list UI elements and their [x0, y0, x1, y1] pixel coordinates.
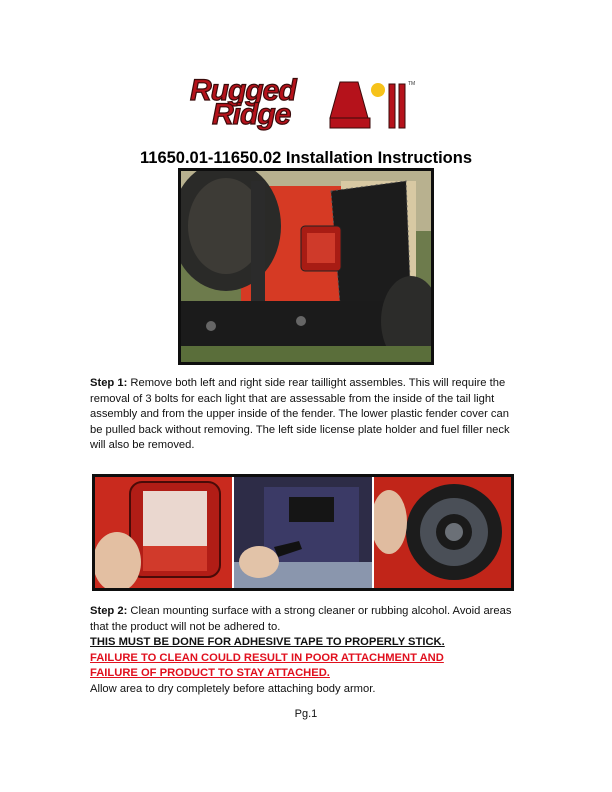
page-number: Pg.1: [294, 708, 318, 720]
rugged-ridge-logo: [190, 74, 422, 134]
logo-mark-icon: [190, 74, 422, 134]
step-1-text: Remove both left and right side rear taillight assembles. This will require the removal of 3 bolts for each light that are assessable from the inside of the tail light assembly and from the upper inside of the fender. The lower plastic fender cover can be pulled back without removing. The left side license plate holder and fuel filler neck will also be removed.: [90, 377, 510, 452]
logo-text-ridge: Ridge: [212, 98, 291, 131]
page-title: 11650.01-11650.02 Installation Instructions: [140, 149, 472, 167]
license-plate-holder-photo: [232, 477, 371, 588]
adhesive-notice: THIS MUST BE DONE FOR ADHESIVE TAPE TO PROPERLY STICK.: [90, 636, 445, 649]
step-1-paragraph: [90, 376, 522, 454]
jeep-rear-corner-photo: [178, 168, 434, 365]
logo-trademark: TM: [408, 81, 416, 87]
dry-instruction: Allow area to dry completely before attaching body armor.: [90, 682, 376, 695]
step-2-label: Step 2:: [90, 605, 128, 617]
taillight-photo: [95, 477, 232, 588]
step-2-text: Clean mounting surface with a strong cleaner or rubbing alcohol. Avoid areas that the product will not be adhered to.: [90, 605, 512, 633]
logo-text-rugged: Rugged: [190, 74, 296, 107]
warning-line-2: FAILURE OF PRODUCT TO STAY ATTACHED.: [90, 667, 330, 680]
warning-line-1: FAILURE TO CLEAN COULD RESULT IN POOR ATTACHMENT AND: [90, 651, 444, 664]
fuel-filler-neck-photo: [372, 477, 511, 588]
removal-photo-strip: [92, 474, 514, 591]
step-2-paragraph: [90, 604, 522, 698]
step-1-label: Step 1:: [90, 377, 128, 389]
